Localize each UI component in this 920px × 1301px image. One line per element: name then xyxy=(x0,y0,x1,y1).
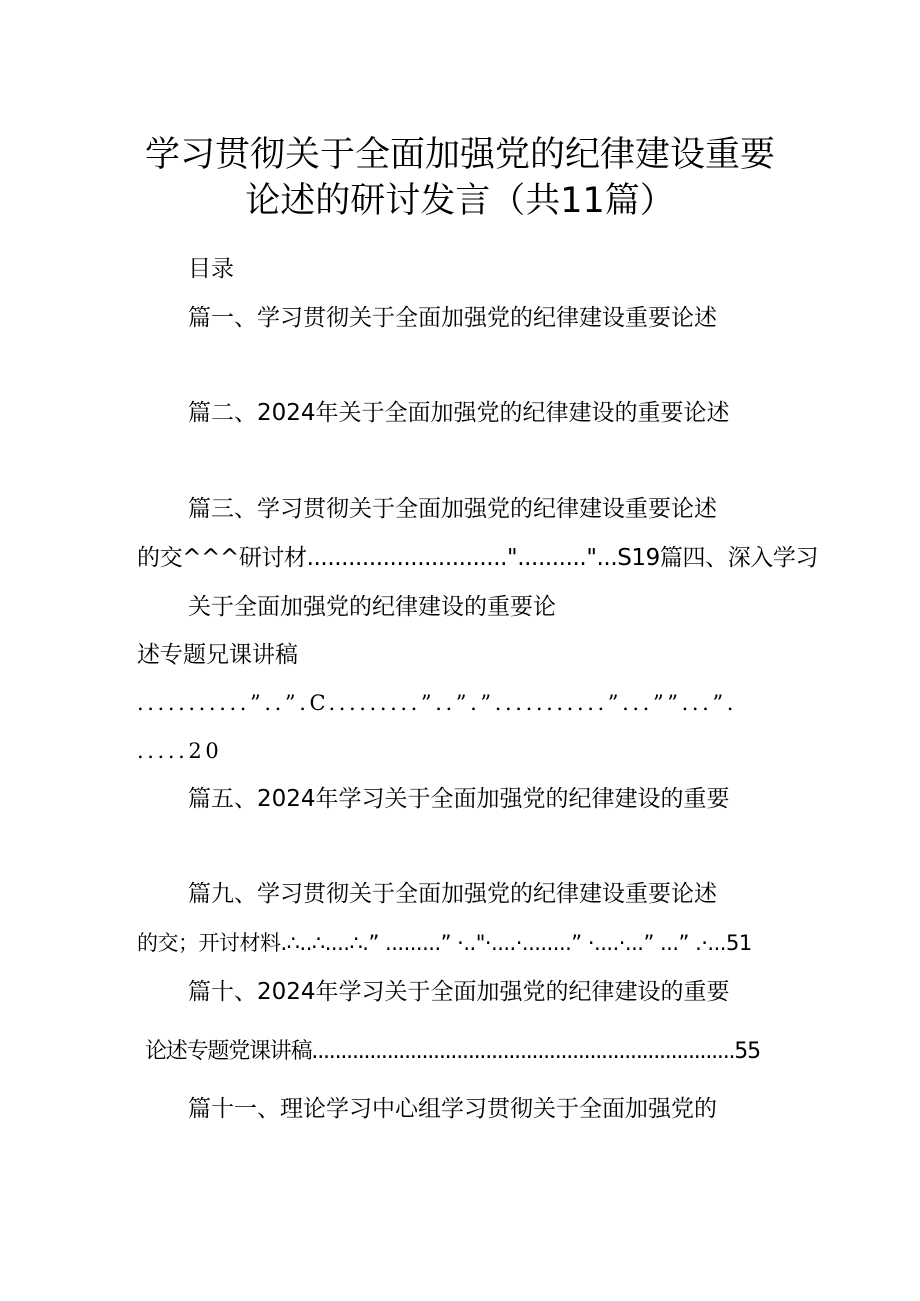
toc-entry-5[interactable]: 篇五、2024年学习关于全面加强党的纪律建设的重要 xyxy=(188,786,730,812)
toc-entry-11[interactable]: 篇十一、理论学习中心组学习贯彻关于全面加强党的 xyxy=(188,1096,717,1122)
toc-entry-4-continued-2[interactable]: 述专题兄课讲稿 xyxy=(137,642,298,668)
toc-entry-3[interactable]: 篇三、学习贯彻关于全面加强党的纪律建设重要论述 xyxy=(188,496,717,522)
toc-heading: 目录 xyxy=(188,256,234,282)
document-title-line-1: 学习贯彻关于全面加强党的纪律建设重要 xyxy=(144,135,775,175)
toc-page-number-20: .....20 xyxy=(137,739,223,763)
toc-entry-2[interactable]: 篇二、2024年关于全面加强党的纪律建设的重要论述 xyxy=(188,400,730,426)
toc-entry-10-continued[interactable]: 论述专题党课讲稿.........................................................................55 xyxy=(145,1039,760,1064)
document-title-line-2: 论述的研讨发言（共11篇） xyxy=(245,181,675,221)
toc-entry-10[interactable]: 篇十、2024年学习关于全面加强党的纪律建设的重要 xyxy=(188,979,730,1005)
toc-entry-4-continued[interactable]: 关于全面加强党的纪律建设的重要论 xyxy=(188,594,556,620)
toc-entry-3-continued[interactable]: 的交^^^研讨材.............................".........."...S19篇四、深入学习 xyxy=(137,545,819,571)
toc-leader-dots: ...........”..”.C.........”..”.”...........”...””...”. xyxy=(137,691,738,715)
toc-entry-9[interactable]: 篇九、学习贯彻关于全面加强党的纪律建设重要论述 xyxy=(188,881,717,907)
toc-entry-1[interactable]: 篇一、学习贯彻关于全面加强党的纪律建设重要论述 xyxy=(188,305,717,331)
toc-entry-9-continued[interactable]: 的交；开讨材料.∴..∴....∴.” .........” ·.."·....·........” ·....·...” ...” .·...51 xyxy=(137,931,752,955)
